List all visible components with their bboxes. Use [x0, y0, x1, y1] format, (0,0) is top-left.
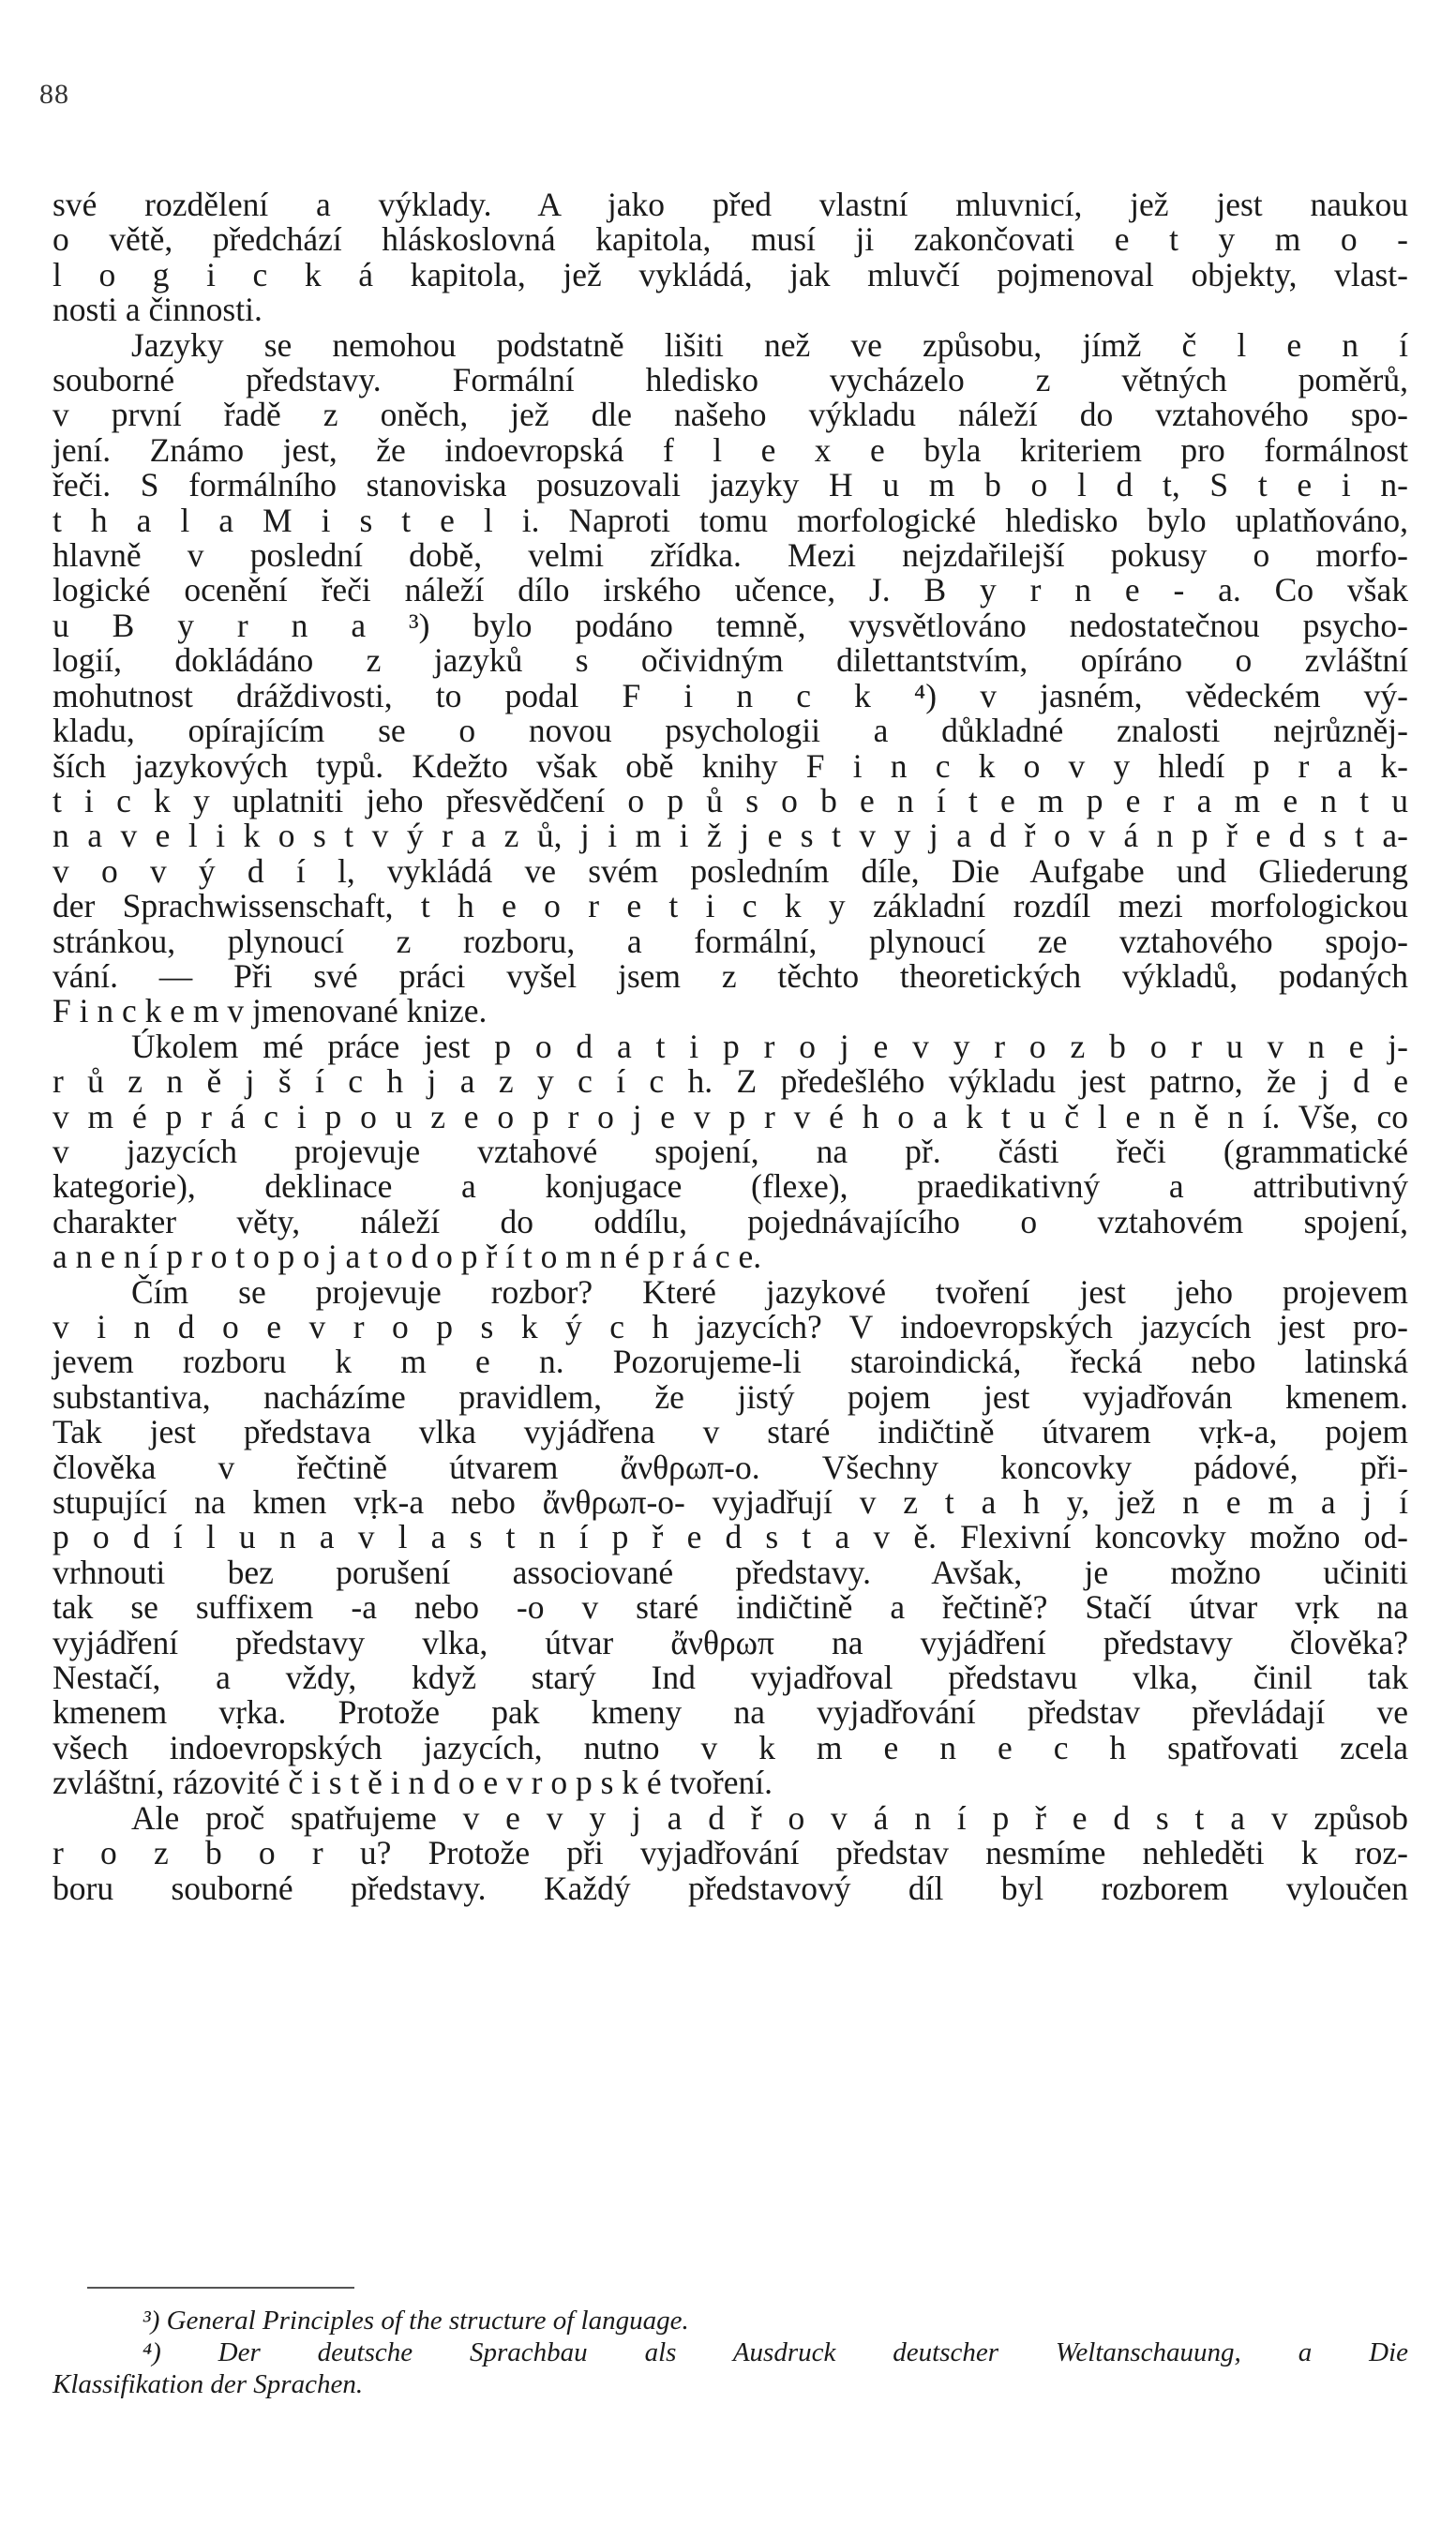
text-line: zvláštní, rázovité č i s t ě i n d o e v r o p s k é tvoření.	[53, 1764, 773, 1802]
text-line: t i c k y uplatniti jeho přesvědčení o p ů s o b e n í t e m p e r a m e n t u	[53, 781, 1408, 819]
text-line: všech indoevropských jazycích, nutno v k m e n e c h spatřovati zcela	[53, 1728, 1408, 1766]
text-line: své rozdělení a výklady. A jako před vlastní mluvnicí, jež jest naukou	[53, 186, 1408, 223]
text-line: r ů z n ě j š í c h j a z y c í c h. Z předešlého výkladu jest patrno, že j d e	[53, 1062, 1408, 1101]
text-line: ších jazykových typů. Kdežto však obě knihy F i n c k o v y hledí p r a k-	[53, 746, 1408, 785]
text-line: řeči. S formálního stanoviska posuzovali jazyky H u m b o l d t, S t e i n-	[53, 466, 1408, 504]
text-line: u B y r n a ³) bylo podáno temně, vysvětlováno nedostatečnou psycho-	[53, 606, 1408, 644]
text-line: Jazyky se nemohou podstatně lišiti než ve způsobu, jímž č l e n í	[131, 325, 1408, 364]
text-line: tak se suffixem -a nebo -o v staré indičtině a řečtině? Stačí útvar vṛk na	[53, 1588, 1408, 1627]
text-line: vání. — Při své práci vyšel jsem z těchto theoretických výkladů, podaných	[53, 956, 1408, 995]
text-line: o větě, předchází hláskoslovná kapitola, musí ji zakončovati e t y m o -	[53, 220, 1408, 259]
page-number: 88	[39, 79, 69, 110]
text-line: jevem rozboru k m e n. Pozorujeme-li staroindická, řecká nebo latinská	[53, 1343, 1408, 1381]
text-line: Úkolem mé práce jest p o d a t i p r o j e v y r o z b o r u v n e j-	[131, 1027, 1408, 1065]
body-text	[53, 188, 1408, 1906]
text-line: vrhnouti bez porušení associované představy. Avšak, je možno učiniti	[53, 1553, 1408, 1591]
text-line: logické ocenění řeči náleží dílo irského učence, J. B y r n e - a. Co však	[53, 571, 1408, 609]
text-line: v první řadě z oněch, jež dle našeho výkladu náleží do vztahového spo-	[53, 396, 1408, 434]
text-line: F i n c k e m v jmenované knize.	[53, 992, 488, 1030]
footnote-separator	[87, 2287, 354, 2289]
text-line: v m é p r á c i p o u z e o p r o j e v p r v é h o a k t u č l e n ě n í. Vše, co	[53, 1097, 1408, 1135]
text-line: a n e n í p r o t o p o j a t o d o p ř í t o m n é p r á c e.	[53, 1238, 762, 1276]
text-line: v jazycích projevuje vztahové spojení, na př. části řeči (grammatické	[53, 1132, 1408, 1170]
text-line: mohutnost dráždivosti, to podal F i n c k ⁴) v jasném, vědeckém vý-	[53, 676, 1408, 714]
text-line: n a v e l i k o s t v ý r a z ů, j i m i ž j e s t v y j a d ř o v á n p ř e d s t a-	[53, 817, 1408, 855]
text-line: souborné představy. Formální hledisko vycházelo z větných poměrů,	[53, 361, 1408, 399]
footnote-line: ³) General Principles of the structure of language.	[143, 2306, 689, 2336]
text-line: substantiva, nacházíme pravidlem, že jistý pojem jest vyjadřován kmenem.	[53, 1377, 1408, 1416]
text-line: l o g i c k á kapitola, jež vykládá, jak mluvčí pojmenoval objekty, vlast-	[53, 255, 1408, 293]
text-line: Čím se projevuje rozbor? Které jazykové tvoření jest jeho projevem	[131, 1272, 1408, 1311]
text-line: p o d í l u n a v l a s t n í p ř e d s t a v ě. Flexivní koncovky možno od-	[53, 1518, 1408, 1556]
text-line: r o z b o r u? Protože při vyjadřování představ nesmíme nehleděti k roz-	[53, 1834, 1408, 1872]
text-line: t h a l a M i s t e l i. Naproti tomu morfologické hledisko bylo uplatňováno,	[53, 501, 1408, 539]
footnote-line: Klassifikation der Sprachen.	[53, 2369, 364, 2399]
text-line: kmenem vṛka. Protože pak kmeny na vyjadřování představ převládají ve	[53, 1693, 1408, 1732]
text-line: Tak jest představa vlka vyjádřena v staré indičtině útvarem vṛk-a, pojem	[53, 1413, 1408, 1451]
text-line: Ale proč spatřujeme v e v y j a d ř o v á n í p ř e d s t a v způsob	[131, 1798, 1408, 1837]
footnotes	[53, 2305, 1408, 2400]
text-line: vyjádření představy vlka, útvar ἄνθρωπ na vyjádření představy člověka?	[53, 1623, 1408, 1661]
text-line: charakter věty, náleží do oddílu, pojednávajícího o vztahovém spojení,	[53, 1202, 1408, 1240]
text-line: jení. Známo jest, že indoevropská f l e x e byla kriteriem pro formálnost	[53, 430, 1408, 469]
text-line: nosti a činnosti.	[53, 291, 263, 329]
text-line: der Sprachwissenschaft, t h e o r e t i c k y základní rozdíl mezi morfologickou	[53, 887, 1408, 925]
footnote-line: ⁴) Der deutsche Sprachbau als Ausdruck deutscher Weltanschauung, a Die	[143, 2337, 1408, 2367]
text-line: kategorie), deklinace a konjugace (flexe), praedikativný a attributivný	[53, 1167, 1408, 1206]
text-line: Nestačí, a vždy, když starý Ind vyjadřoval představu vlka, činil tak	[53, 1659, 1408, 1697]
text-line: kladu, opírajícím se o novou psychologii a důkladné znalosti nejrůzněj-	[53, 712, 1408, 750]
text-line: stránkou, plynoucí z rozboru, a formální, plynoucí ze vztahového spojo-	[53, 922, 1408, 960]
text-line: hlavně v poslední době, velmi zřídka. Mezi nejzdařilejší pokusy o morfo-	[53, 536, 1408, 575]
text-line: člověka v řečtině útvarem ἄνθρωπ-ο. Všechny koncovky pádové, při-	[53, 1448, 1408, 1486]
text-line: v i n d o e v r o p s k ý c h jazycích? V indoevropských jazycích jest pro-	[53, 1308, 1408, 1345]
text-line: logií, dokládáno z jazyků s očividným dilettantstvím, opíráno o zvláštní	[53, 641, 1408, 680]
text-line: v o v ý d í l, vykládá ve svém posledním díle, Die Aufgabe und Gliederung	[53, 851, 1408, 890]
text-line: boru souborné představy. Každý představový díl byl rozborem vyloučen	[53, 1869, 1408, 1907]
text-line: stupující na kmen vṛk-a nebo ἄνθρωπ-ο- vyjadřují v z t a h y, jež n e m a j í	[53, 1483, 1408, 1522]
